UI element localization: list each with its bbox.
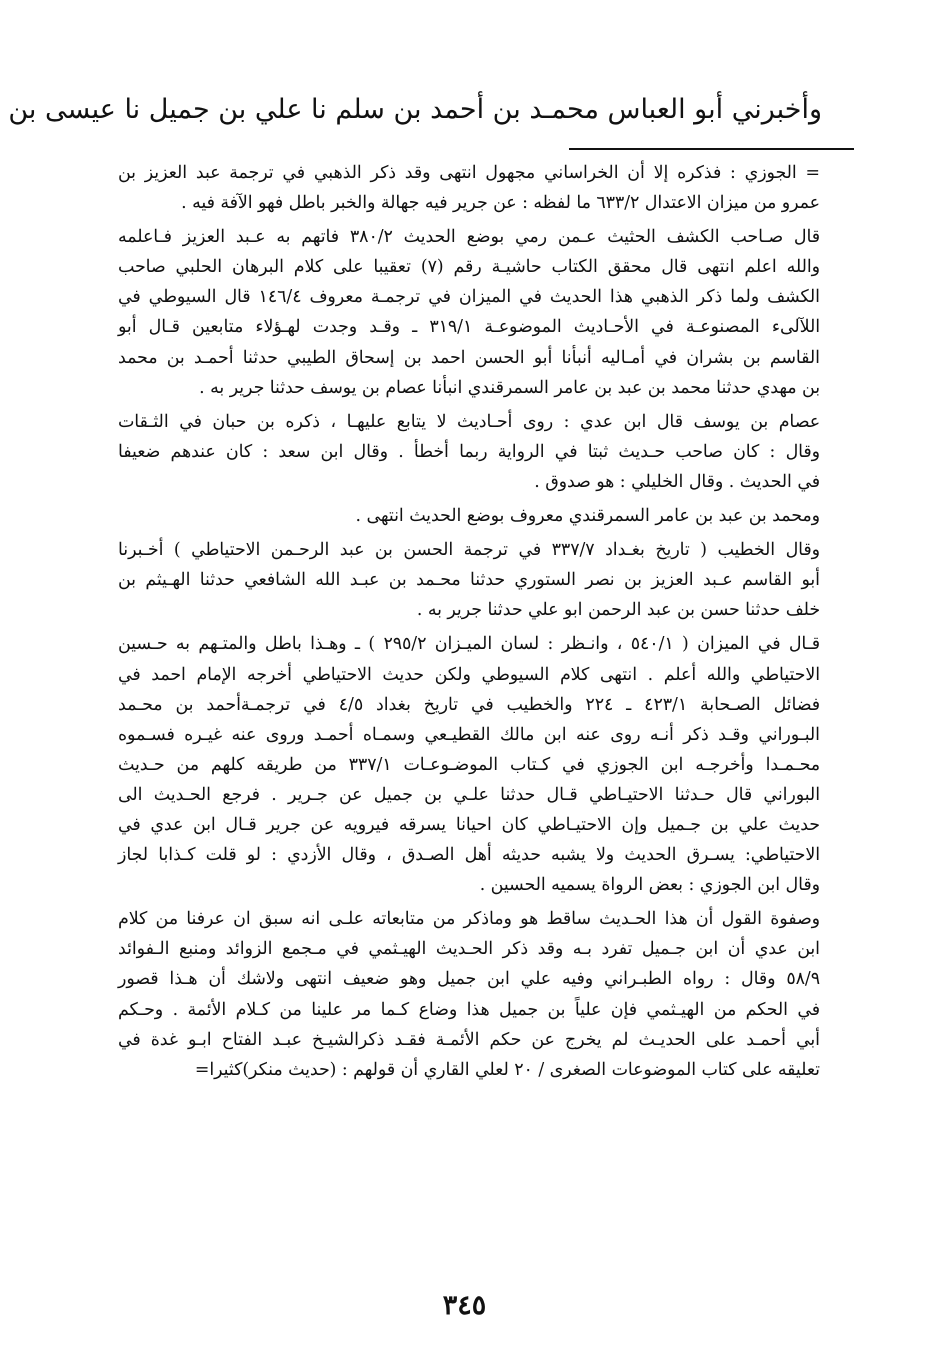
footnote-paragraph — [118, 904, 820, 1085]
footnote-line: عصام بن يوسف قال ابن عدي : روى أحـاديث لا يتابع عليهـا ، ذكره بن حبان في الثـقات — [118, 411, 820, 432]
footnote-line: عمرو من ميزان الاعتدال ٦٣٣/٢ ما لفظه : عن جرير فيه جهالة والخبر باطل فهو الآفة فيه . — [181, 193, 820, 214]
footnote-line: قـال في الميزان ( ٥٤٠/١ ، وانـظر : لسان الميـزان ٢٩٥/٢ ) ـ وهـذا باطل والمتـهم به حـسين — [118, 634, 821, 655]
footnote-paragraph — [118, 629, 820, 900]
footnote-line: وصفوة القول أن هذا الحـديث ساقط هو وماذكر من متابعاته علـى انه سبق ان عرفنا من كلام — [118, 909, 820, 930]
footnote-paragraph — [118, 535, 820, 625]
footnote-line: اللآلىء المصنوعـة في الأحـاديث الموضوعـة ٣١٩/١ ـ وقـد وجدت لهـؤلاء متابعين قـال أبو — [118, 317, 821, 338]
footnote-line: قال صـاحب الكشف الحثيث عـمن رمي بوضع الحديث ٣٨٠/٢ فاتهم به عـبد العزيز فـاعلمه — [118, 227, 820, 248]
footnote-line: أبو القاسم عـبد العزيز بن نصر الستوري حدثنا محـمد بن عبـد الله الشافعي حدثنا الهـيثم بن — [118, 570, 820, 591]
footnote-paragraph — [118, 407, 820, 497]
footnote-line: = الجوزي : فذكره إلا أن الخراساني مجهول انتهى وقد ذكر الذهبي في ترجمة عبد العزيز بن — [118, 163, 820, 183]
footnote-line: فضائل الصـحابة ٤٢٣/١ ـ ٢٢٤ والخطيب في تاريخ بغداد ٤/٥ في ترجمـةأحمد بن محـمد — [118, 694, 820, 715]
footnote-line: القاسم بن بشران في أمـاليه أنبأنا أبو الحسن احمد بن إسحاق الطيبي حدثنا أحمـد بن محمد — [118, 347, 820, 368]
footnote-line: حديث علي بن جـميل وإن الاحتيـاطي كان احيانا يسرقه فيرويه عن جرير قـال ابن عدي في — [118, 814, 820, 835]
main-text-line: وأخبرني أبو العباس محمـد بن أحمد بن سلم نا علي بن جميل نا عيسى بن — [8, 94, 822, 125]
footnote-paragraph — [118, 501, 820, 531]
footnote-line: وقال ابن الجوزي : بعض الرواة يسميه الحسين . — [479, 875, 820, 896]
footnote-paragraph — [118, 222, 820, 403]
footnote-line: ابن عدي أن ابن جـميل تفرد بـه وقد ذكر الحـديث الهيـثمي في مـجمع الزوائد ومنبع الـفوائد — [118, 939, 820, 960]
footnote-line: تعليقه على كتاب الموضوعات الصغرى / ٢٠ لعلي القاري أن قولهم : (حديث منكر)كثيرا= — [194, 1059, 820, 1080]
footnote-line: ٥٨/٩ وقال : رواه الطبـراني وفيه علي ابن جميل وهو ضعيف انتهى ولاشك أن هـذا قصور — [118, 969, 820, 990]
footnote-line: البوراني قال حـدثنا الاحتيـاطي قـال حدثنا علـي بن جميل عن جـرير . فرجع الحـديث الى — [118, 784, 820, 805]
footnote-separator — [569, 148, 854, 150]
footnote-line: محـمـدا وأخرجـه ابن الجوزي في كـتاب الموضـوعـات ٣٣٧/١ من طريقه كلهم من حـديث — [118, 754, 820, 775]
footnote-line: الاحتياطي والله أعلم . انتهى كلام السيوطي ولكن حديث الاحتياطي أخرجه الإمام احمد في — [118, 664, 820, 685]
footnotes-section — [118, 158, 820, 1089]
footnote-line: في الحديث . وقال الخليلي : هو صدوق . — [534, 471, 820, 492]
footnote-paragraph — [118, 158, 820, 218]
footnote-line: بن مهدي حدثنا محمد بن عبد بن عامر السمرقندي انبأنا عصام بن يوسف حدثنا جرير به . — [199, 377, 820, 398]
footnote-line: والله اعلم انتهى قال محقق الكتاب حاشيـة رقم (٧) تعقيبا على كلام البرهان الحلبي صاحب — [118, 257, 821, 278]
footnote-line: وقال الخطيب ( تاريخ بغـداد ٣٣٧/٧ في ترجمة الحسن بن عبد الرحـمن الاحتياطي ) أخـبرنا — [118, 540, 820, 561]
footnote-line: ومحمد بن عبد بن عامر السمرقندي معروف بوضع الحديث انتهى . — [355, 506, 820, 527]
footnote-line: في الحكم من الهيـثمي فإن علياً بن جميل هذا وضاع كـما مر علينا من كـلام الأئمة . وحـكم — [118, 999, 820, 1020]
footnote-line: البـوراني وقـد ذكر أنـه روى عنه ابن مالك القطيـعي وسمـاه أحمـد وروى عنه غيـره فسـموه — [118, 724, 820, 745]
page-number: ٣٤٥ — [442, 1290, 487, 1321]
footnote-line: أبي أحمـد على الحديـث لم يخرج عن حكم الأئمـة فقـد ذكرالشيـخ عبـد الفتاح ابـو غدة في — [118, 1029, 820, 1050]
footnote-line: الاحتياطي: يسـرق الحديث ولا يشبه حديثه أهل الصـدق ، وقال الأزدي : لو قلت كـذابا لجاز — [118, 845, 820, 866]
footnote-line: خلف حدثنا حسن بن عبد الرحمن ابو علي حدثنا جرير به . — [416, 600, 820, 621]
footnote-line: الكشف ولما ذكر الذهبي هذا الحديث في الميزان في ترجمـة معروف ١٤٦/٤ قال السيوطي في — [118, 287, 820, 308]
footnote-line: وقال : كان صاحب حـديث ثبتا في الرواية ربما أخطأ . وقال ابن سعد : كان عندهم ضعيفا — [118, 441, 820, 462]
